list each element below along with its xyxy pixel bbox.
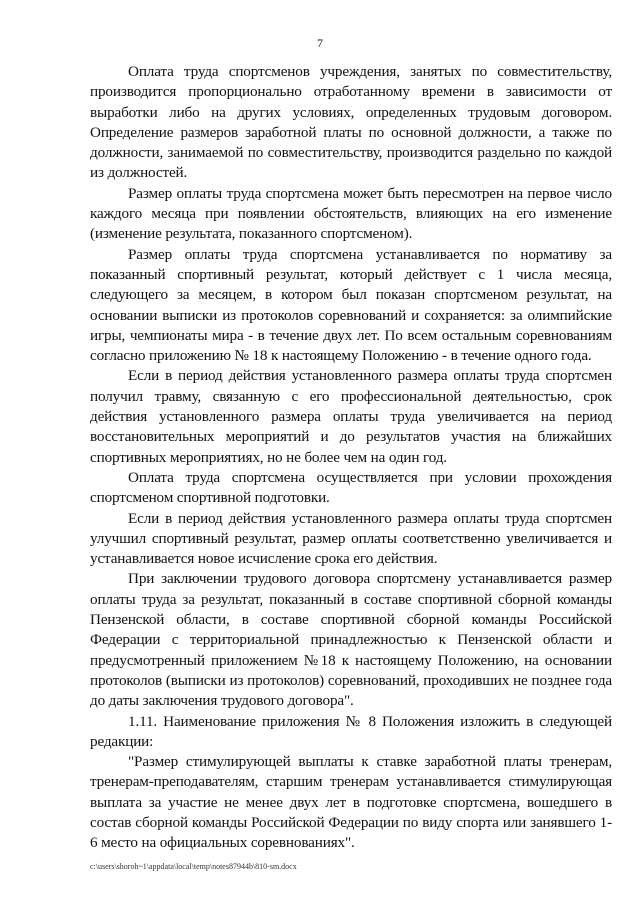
paragraph-pay-revision: Размер оплаты труда спортсмена может быть пересмотрен на первое число каждого месяца при появлении обстоятельств, влияющих на его изменение (изменение результата, показанного спортсменом). <box>90 184 612 243</box>
paragraph-quoted-appendix-title: "Размер стимулирующей выплаты к ставке заработной платы тренерам, тренерам-преподавателям, старшим тренерам устанавливается стимулирующая выплата за участие не менее двух лет в подготовке спортсмена, вошедшего в состав сборной команды Российской Федерации по виду спорта или занявшего 1-6 место на официальных соревнованиях". <box>90 753 612 852</box>
document-body <box>90 62 612 854</box>
paragraph-employment-contract: При заключении трудового договора спортсмену устанавливается размер оплаты труда за результат, показанный в составе спортивной сборной команды Пензенской области, в составе спортивной сборной команды Российской Федерации с территориальной принадлежностью к Пензенской области и предусмотренный приложением №18 к настоящему Положению, на основании протоколов (выписки из протоколов) соревнований, проходивших не позднее года до даты заключения трудового договора". <box>90 570 612 710</box>
paragraph-injury: Если в период действия установленного размера оплаты труда спортсмен получил травму, связанную с его профессиональной деятельностью, срок действия установленного размера оплаты труда увеличивается на период восстановительных мероприятий и до результатов участия на ближайших спортивных мероприятиях, но не более чем на один год. <box>90 367 612 466</box>
paragraph-pay-standard: Размер оплаты труда спортсмена устанавливается по нормативу за показанный спортивный результат, который действует с 1 числа месяца, следующего за месяцем, в котором был показан спортсменом результат, на основании выписки из протоколов соревнований и сохраняется: за олимпийские игры, чемпионаты мира - в течение двух лет. По всем остальным соревнованиям согласно приложению № 18 к настоящему Положению - в течение одного года. <box>90 245 612 365</box>
page-number: 7 <box>317 36 323 50</box>
paragraph-part-time-pay: Оплата труда спортсменов учреждения, занятых по совместительству, производится пропорционально отработанному времени в зависимости от выработки либо на других условиях, определенных трудовым договором. Определение размеров заработной платы по основной должности, а также по должности, занимаемой по совместительству, производится раздельно по каждой из должностей. <box>90 63 612 182</box>
paragraph-improved-result: Если в период действия установленного размера оплаты труда спортсмен улучшил спортивный результат, размер оплаты соответственно увеличивается и устанавливается новое исчисление срока его действия. <box>90 509 612 568</box>
footer-file-path: c:\users\shoroh~1\appdata\local\temp\notes87944b\810-sm.docx <box>90 862 297 871</box>
paragraph-training-condition: Оплата труда спортсмена осуществляется при условии прохождения спортсменом спортивной подготовки. <box>90 468 612 507</box>
paragraph-amendment-1-11: 1.11. Наименование приложения № 8 Положения изложить в следующей редакции: <box>90 712 612 750</box>
